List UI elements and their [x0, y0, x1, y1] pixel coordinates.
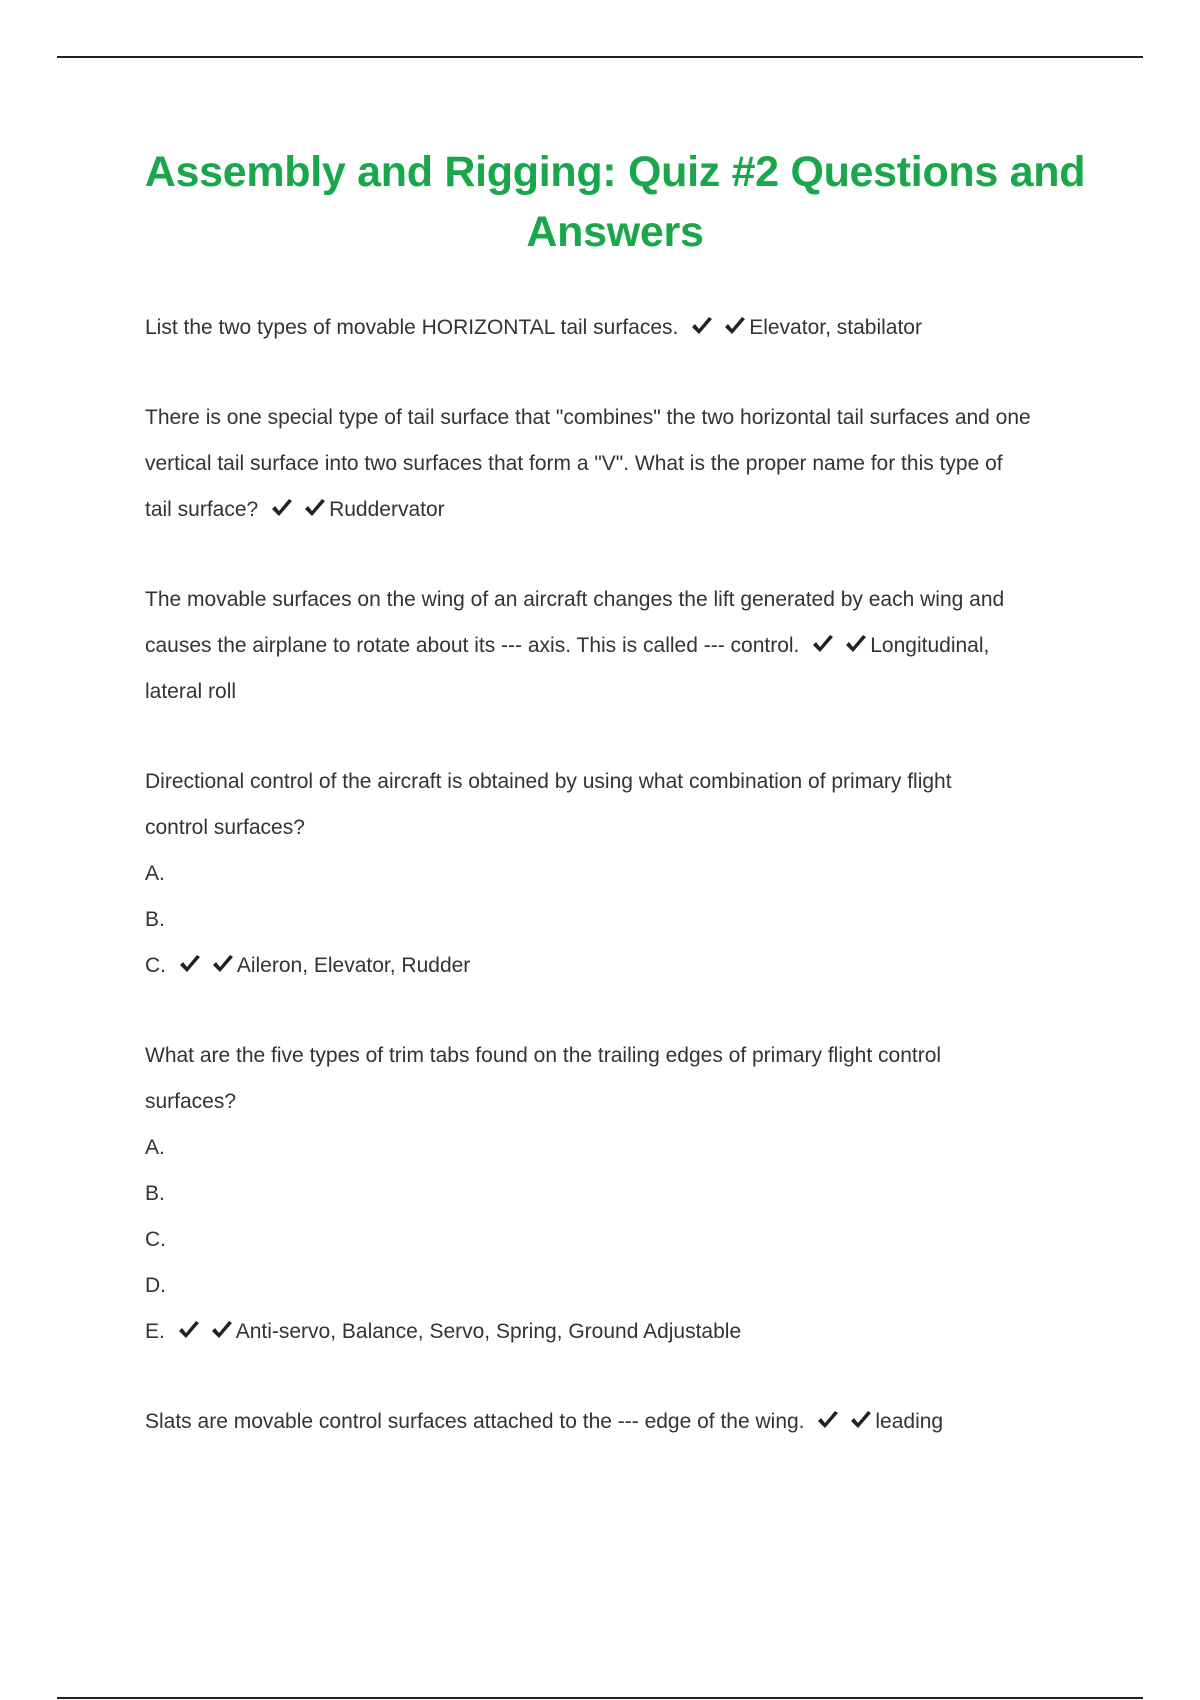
- question-line: surfaces?: [145, 1090, 237, 1113]
- answer-text: Aileron, Elevator, Rudder: [236, 954, 471, 977]
- question-line: vertical tail surface into two surfaces that form a "V". What is the proper name for this type of: [145, 452, 1003, 475]
- option-label: A.: [145, 1136, 165, 1159]
- option-label: B.: [145, 1182, 165, 1205]
- question-line: control surfaces?: [145, 816, 305, 839]
- check-icon: [816, 1409, 840, 1431]
- answer-text: Anti-servo, Balance, Servo, Spring, Ground Adjustable: [235, 1320, 742, 1343]
- question-text: List the two types of movable HORIZONTAL tail surfaces.: [145, 316, 679, 339]
- check-icon: [270, 497, 294, 519]
- check-icon: [303, 497, 327, 519]
- qa-item: [145, 1033, 1105, 1355]
- answer-text: Longitudinal,: [870, 634, 990, 657]
- qa-list: [145, 305, 1105, 1445]
- answer-text: lateral roll: [145, 680, 237, 703]
- qa-item: [145, 395, 1105, 533]
- check-icon: [849, 1409, 873, 1431]
- answer-text: leading: [875, 1410, 944, 1433]
- question-line: The movable surfaces on the wing of an aircraft changes the lift generated by each wing and: [145, 588, 1005, 611]
- question-line: Directional control of the aircraft is obtained by using what combination of primary flight: [145, 770, 952, 793]
- check-icon: [177, 1319, 201, 1341]
- option-label: C.: [145, 1228, 166, 1251]
- option-label: B.: [145, 908, 165, 931]
- check-icon: [811, 633, 835, 655]
- question-line: There is one special type of tail surface that "combines" the two horizontal tail surfaces and one: [145, 406, 1031, 429]
- check-icon: [210, 1319, 234, 1341]
- bottom-rule: [57, 1697, 1143, 1699]
- qa-item: [145, 759, 1105, 989]
- option-label: C.: [145, 954, 166, 977]
- question-line: What are the five types of trim tabs found on the trailing edges of primary flight control: [145, 1044, 942, 1067]
- option-label: A.: [145, 862, 165, 885]
- page-title: [110, 142, 1120, 262]
- answer-text: Ruddervator: [329, 498, 445, 521]
- qa-item: [145, 577, 1105, 715]
- option-label: D.: [145, 1274, 166, 1297]
- answer-text: Elevator, stabilator: [749, 316, 922, 339]
- qa-item: [145, 1399, 1105, 1445]
- question-line: tail surface?: [145, 498, 259, 521]
- check-icon: [211, 953, 235, 975]
- check-icon: [178, 953, 202, 975]
- option-label: E.: [145, 1320, 165, 1343]
- qa-item: [145, 305, 1105, 351]
- question-line: causes the airplane to rotate about its --- axis. This is called --- control.: [145, 634, 800, 657]
- question-text: Slats are movable control surfaces attached to the --- edge of the wing.: [145, 1410, 805, 1433]
- check-icon: [844, 633, 868, 655]
- check-icon: [723, 315, 747, 337]
- page-title-line1: Assembly and Rigging: Quiz #2 Questions and: [144, 148, 1086, 196]
- top-rule: [57, 56, 1143, 58]
- check-icon: [690, 315, 714, 337]
- page-title-line2: Answers: [526, 208, 704, 256]
